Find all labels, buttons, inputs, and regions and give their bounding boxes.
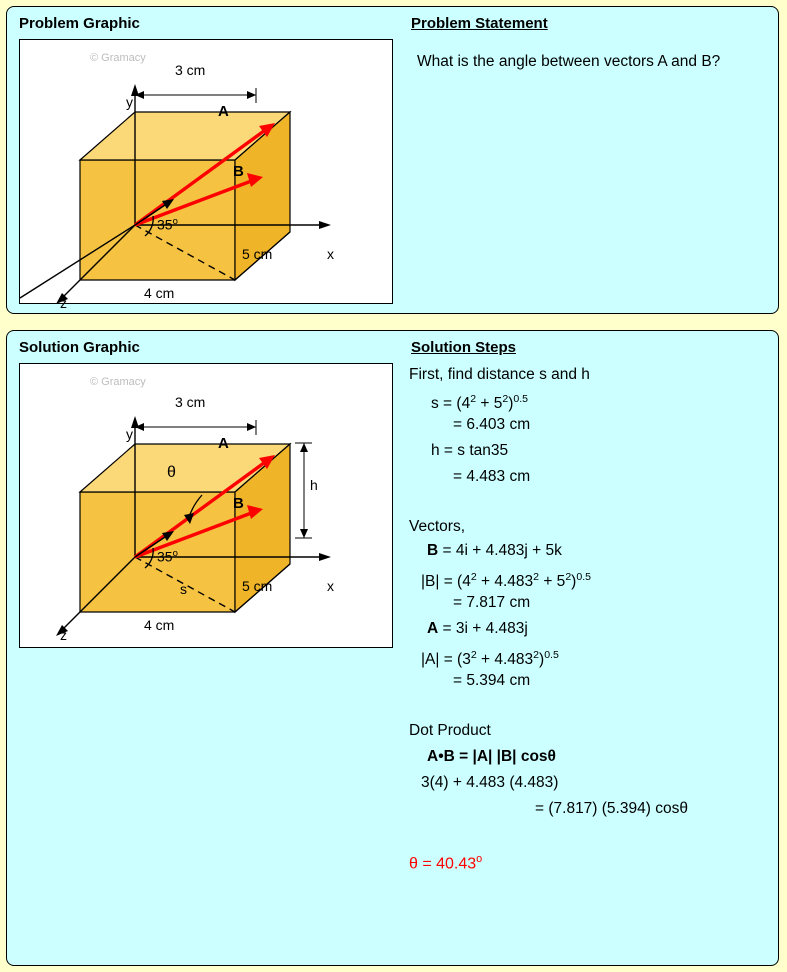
solution-graphic-heading: Solution Graphic <box>19 339 140 356</box>
step-line-10-vector: A <box>427 620 439 637</box>
step-line-11-pre: |A| = (3 <box>421 651 471 669</box>
step-line-10-rest: = 3i + 4.483j <box>438 620 528 637</box>
step-line-2-mid: + 5 <box>476 395 503 413</box>
step-line-8-sup1: 2 <box>470 571 477 583</box>
solution-axis-x-label: x <box>327 578 334 594</box>
problem-panel <box>6 6 779 314</box>
solution-graphic-box <box>19 363 393 648</box>
problem-dim-right: 5 cm <box>242 246 273 262</box>
solution-s-label: s <box>180 581 187 597</box>
solution-h-label: h <box>310 477 318 493</box>
problem-dim-bottom: 4 cm <box>144 285 175 301</box>
step-line-16: = (7.817) (5.394) cosθ <box>535 800 688 817</box>
problem-vector-b-label: B <box>233 163 244 180</box>
solution-vector-a-label: A <box>218 435 229 452</box>
step-line-14: A•B = |A| |B| cosθ <box>427 748 556 765</box>
step-line-2-pre: s = (4 <box>431 395 471 413</box>
solution-angle-value: 35 <box>157 548 173 565</box>
step-line-2-sup2: 2 <box>502 393 509 405</box>
step-line-1: First, find distance s and h <box>409 366 590 383</box>
problem-graphic-box <box>19 39 393 311</box>
step-line-8-mid2: + 5 <box>539 573 566 591</box>
step-line-8 <box>421 567 591 592</box>
problem-angle-unit: o <box>172 216 178 227</box>
problem-graphic-heading: Problem Graphic <box>19 15 140 32</box>
step-line-11 <box>421 645 559 670</box>
step-line-7-rest: = 4i + 4.483j + 5k <box>438 542 562 559</box>
problem-vector-a-label: A <box>218 103 229 120</box>
watermark-solution: © Gramacy <box>90 376 146 388</box>
solution-dim-top: 3 cm <box>175 394 206 410</box>
step-line-8-mid1: + 4.483 <box>476 573 534 591</box>
solution-dim-bottom: 4 cm <box>144 617 175 633</box>
step-line-11-mid: + 4.483 <box>476 651 534 669</box>
problem-statement-heading: Problem Statement <box>411 15 548 32</box>
solution-angle-unit: o <box>172 548 178 559</box>
solution-axis-y-label: y <box>126 426 133 442</box>
step-line-7-vector: B <box>427 542 439 559</box>
step-line-9: = 7.817 cm <box>453 594 531 611</box>
step-line-11-sup1: 2 <box>470 649 477 661</box>
problem-statement-text: What is the angle between vectors A and B? <box>417 53 721 70</box>
step-line-13: Dot Product <box>409 722 491 739</box>
step-line-8-sup2: 2 <box>533 571 540 583</box>
step-line-8-post: ) <box>571 573 577 591</box>
step-line-12: = 5.394 cm <box>453 672 531 689</box>
step-line-7 <box>427 541 562 561</box>
solution-angle-label <box>157 544 178 567</box>
step-line-8-sup3: 2 <box>565 571 572 583</box>
problem-dim-top: 3 cm <box>175 62 206 78</box>
solution-steps-heading: Solution Steps <box>411 339 516 356</box>
problem-angle-value: 35 <box>157 216 173 233</box>
step-line-2-post: ) <box>508 395 514 413</box>
step-line-2-sup1: 2 <box>470 393 477 405</box>
step-line-2 <box>431 389 528 414</box>
solution-figure <box>20 364 394 649</box>
step-line-11-post: ) <box>539 651 545 669</box>
step-line-3: = 6.403 cm <box>453 416 531 433</box>
solution-theta-label: θ <box>167 464 176 481</box>
solution-answer-unit: o <box>476 853 483 865</box>
problem-axis-x-label: x <box>327 246 334 262</box>
problem-axis-y-label: y <box>126 94 133 110</box>
solution-panel <box>6 330 779 966</box>
solution-dim-right: 5 cm <box>242 578 273 594</box>
step-line-2-sup3: 0.5 <box>513 393 529 405</box>
step-line-8-pre: |B| = (4 <box>421 573 471 591</box>
watermark-problem: © Gramacy <box>90 52 146 64</box>
step-line-11-sup3: 0.5 <box>544 649 559 661</box>
step-line-10 <box>427 619 528 639</box>
solution-axis-z-label: z <box>60 627 67 643</box>
problem-angle-label <box>157 212 178 235</box>
step-line-5: = 4.483 cm <box>453 468 531 485</box>
step-line-11-sup2: 2 <box>533 649 540 661</box>
solution-answer-value: θ = 40.43 <box>409 855 477 873</box>
step-line-8-sup4: 0.5 <box>576 571 591 583</box>
problem-figure <box>20 40 394 305</box>
solution-answer <box>409 849 482 874</box>
step-line-4: h = s tan35 <box>431 442 509 459</box>
step-line-15: 3(4) + 4.483 (4.483) <box>421 774 559 791</box>
problem-axis-z-label: z <box>60 295 67 311</box>
solution-vector-b-label: B <box>233 495 244 512</box>
step-line-6: Vectors, <box>409 518 465 535</box>
